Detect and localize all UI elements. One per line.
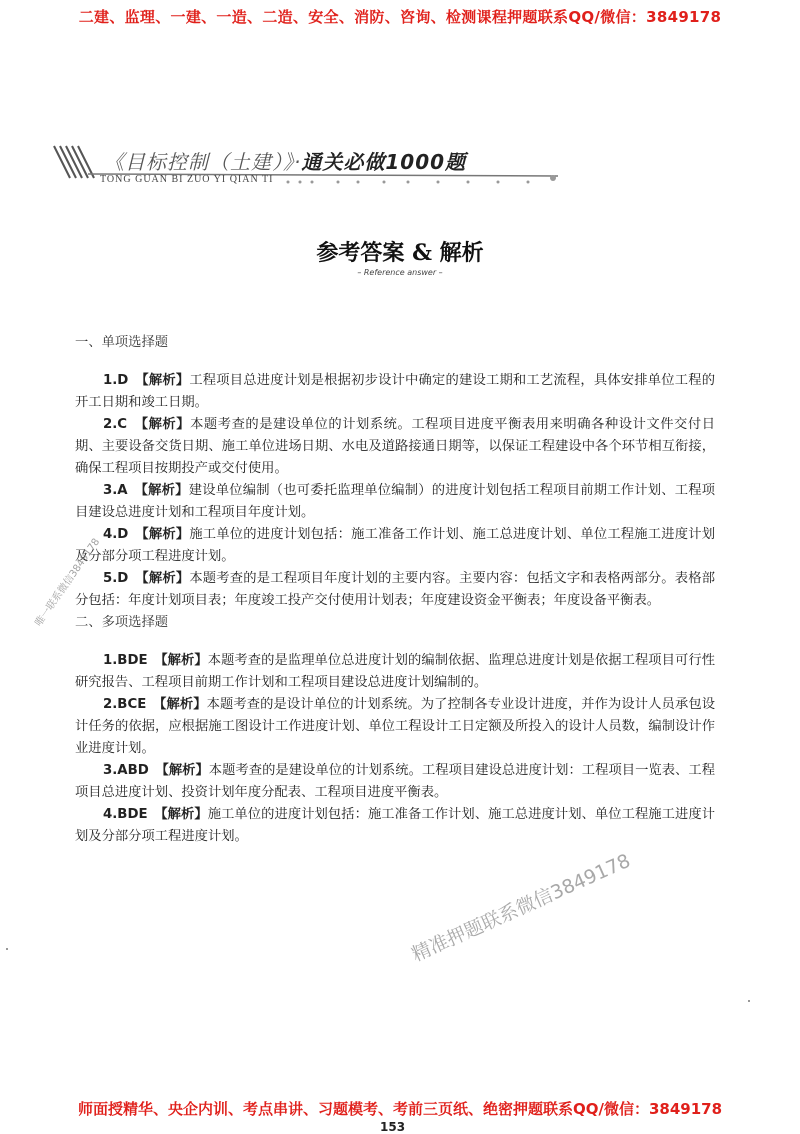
top-promo-banner: 二建、监理、一建、一造、二造、安全、消防、咨询、检测课程押题联系QQ/微信：3849178 <box>78 8 722 26</box>
answer-item: 3.A 【解析】建设单位编制（也可委托监理单位编制）的进度计划包括工程项目前期工作计划、工程项目建设总进度计划和工程项目年度计划。 <box>75 483 716 520</box>
multi-choice-heading: 二、多项选择题 <box>75 615 169 630</box>
series-title-name: 通关必做1000题 <box>301 150 467 174</box>
answer-item: 3.ABD 【解析】本题考查的是建设单位的计划系统。工程项目建设总进度计划：工程项目一览表、工程项目总进度计划、投资计划年度分配表、工程项目进度平衡表。 <box>75 763 716 800</box>
answer-content <box>75 332 715 848</box>
answer-item: 5.D 【解析】本题考查的是工程项目年度计划的主要内容。主要内容：包括文字和表格两部分。表格部分包括：年度计划项目表；年度竣工投产交付使用计划表；年度建设资金平衡表；年度设备平衡表。 <box>75 571 716 608</box>
answer-item: 2.BCE 【解析】本题考查的是设计单位的计划系统。为了控制各专业设计进度，并作为设计人员承包设计任务的依据，应根据施工图设计工作进度计划、单位工程设计工日定额及所投入的设计人员数，编制设计作业进度计划。 <box>75 697 715 756</box>
page-title: 参考答案 & 解析 <box>316 240 484 266</box>
series-title <box>104 146 466 175</box>
answer-item: 1.D 【解析】工程项目总进度计划是根据初步设计中确定的建设工期和工艺流程，具体安排单位工程的开工日期和竣工日期。 <box>75 373 716 410</box>
side-watermark: 唯一联系微信3849178 <box>33 536 103 629</box>
answer-item: 1.BDE 【解析】本题考查的是监理单位总进度计划的编制依据、监理总进度计划是依据工程项目可行性研究报告、工程项目前期工作计划和工程项目建设总进度计划编制的。 <box>75 653 716 690</box>
scan-speck <box>748 1000 750 1002</box>
scan-speck <box>6 948 8 950</box>
series-pinyin: TONG GUAN BI ZUO YI QIAN TI <box>100 174 274 185</box>
bottom-promo-banner: 师面授精华、央企内训、考点串讲、习题模考、考前三页纸、绝密押题联系QQ/微信：3849178 <box>77 1100 723 1118</box>
answer-item: 2.C 【解析】本题考查的是建设单位的计划系统。工程项目进度平衡表用来明确各种设计文件交付日期、主要设备交货日期、施工单位进场日期、水电及道路接通日期等，以保证工程建设中各个环节相互衔接，确保工程项目按期投产或交付使用。 <box>75 417 716 476</box>
page-number: 153 <box>380 1120 406 1134</box>
main-watermark: 精准押题联系微信3849178 <box>408 849 634 967</box>
series-title-book: 《目标控制（土建）》· <box>104 150 302 174</box>
answer-item: 4.D 【解析】施工单位的进度计划包括：施工准备工作计划、施工总进度计划、单位工程施工进度计划及分部分项工程进度计划。 <box>75 527 716 564</box>
answer-item: 4.BDE 【解析】施工单位的进度计划包括：施工准备工作计划、施工总进度计划、单位工程施工进度计划及分部分项工程进度计划。 <box>75 807 716 844</box>
page-subtitle: – Reference answer – <box>357 268 443 277</box>
single-choice-heading: 一、单项选择题 <box>75 335 169 350</box>
